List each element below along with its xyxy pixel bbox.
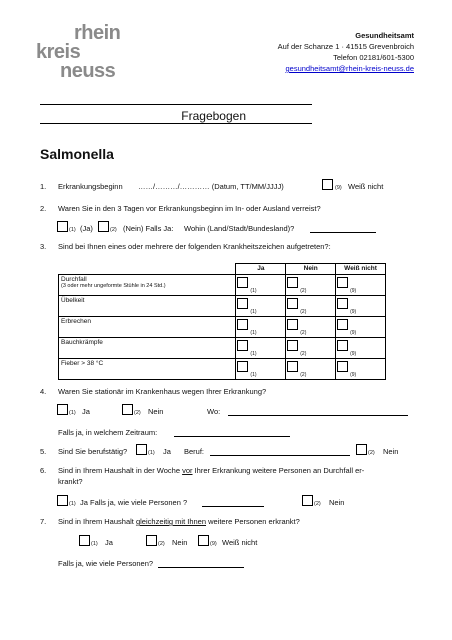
symptom-no-checkbox[interactable] — [287, 340, 298, 351]
header-no: Nein — [286, 264, 336, 275]
email-link[interactable]: gesundheitsamt@rhein-kreis-neuss.de — [285, 64, 414, 73]
symptom-yes-checkbox[interactable] — [237, 277, 248, 288]
q7-label-part: Sind in Ihrem Haushalt — [58, 517, 136, 526]
symptom-yes-checkbox[interactable] — [237, 298, 248, 309]
q6-number: 6. — [40, 466, 47, 475]
q5-code-2: (2) — [368, 450, 375, 456]
q7-label-emphasis: gleichzeitig mit Ihnen — [135, 517, 207, 526]
symptom-label: Durchfall — [61, 276, 87, 283]
address-block — [278, 30, 414, 74]
symptom-no-checkbox[interactable] — [287, 319, 298, 330]
code-2: (2) — [300, 351, 307, 357]
q7-unknown-label: Weiß nicht — [222, 538, 258, 547]
symptom-unknown-checkbox[interactable] — [337, 277, 348, 288]
q6-no-label: Nein — [329, 498, 345, 507]
q3-number: 3. — [40, 242, 47, 251]
q5-yes-label: Ja — [163, 447, 171, 456]
q7-code-9: (9) — [210, 541, 217, 547]
symptom-label: Übelkeit — [61, 297, 85, 304]
q5-label: Sind Sie berufstätig? — [58, 447, 128, 456]
org-name: Gesundheitsamt — [355, 31, 414, 40]
q7-code-1: (1) — [91, 541, 98, 547]
symptom-row-cramps — [59, 338, 386, 359]
symptom-no-checkbox[interactable] — [287, 361, 298, 372]
q2-code-2: (2) — [110, 227, 117, 233]
q6-count-input[interactable] — [202, 506, 264, 507]
q7-label-part: weitere Personen erkrankt? — [206, 517, 300, 526]
code-1: (1) — [250, 372, 257, 378]
q3-label: Sind bei Ihnen eines oder mehrere der folgenden Krankheitszeichen aufgetreten?: — [58, 242, 331, 251]
q6-no-checkbox[interactable] — [302, 495, 313, 506]
phone-number: Telefon 02181/601-5300 — [333, 53, 414, 62]
symptom-label: Bauchkrämpfe — [61, 339, 103, 346]
q5-job-label: Beruf: — [184, 447, 205, 456]
code-9: (9) — [350, 330, 357, 336]
q7-count-input[interactable] — [158, 567, 244, 568]
q6-label-cont: krankt? — [58, 477, 83, 486]
q6-yes-label: Ja Falls ja, wie viele Personen ? — [80, 498, 188, 507]
code-1: (1) — [250, 288, 257, 294]
logo-line-kreis: kreis — [36, 41, 81, 63]
logo-line-rhein: rhein — [74, 22, 121, 44]
subject-heading: Salmonella — [40, 146, 114, 162]
q4-where-input[interactable] — [228, 415, 408, 416]
code-1: (1) — [250, 351, 257, 357]
q4-no-checkbox[interactable] — [122, 404, 133, 415]
q6-label-part: Sind in Ihrem Haushalt in der Woche — [58, 466, 183, 475]
code-2: (2) — [300, 330, 307, 336]
q5-no-checkbox[interactable] — [356, 444, 367, 455]
street-address: Auf der Schanze 1 · 41515 Grevenbroich — [277, 42, 414, 51]
q2-yes-label: (Ja) — [80, 224, 93, 233]
q4-code-2: (2) — [134, 410, 141, 416]
q4-where-label: Wo: — [207, 407, 221, 416]
logo-line-neuss: neuss — [60, 60, 116, 82]
q7-count-label: Falls ja, wie viele Personen? — [58, 559, 154, 568]
q1-code-9: (9) — [335, 185, 342, 191]
q4-yes-label: Ja — [82, 407, 90, 416]
q5-number: 5. — [40, 447, 47, 456]
symptom-label: Fieber > 38 °C — [61, 360, 104, 367]
code-9: (9) — [350, 288, 357, 294]
rhein-kreis-neuss-logo — [36, 24, 146, 81]
q6-label — [58, 466, 364, 475]
q1-date-field[interactable]: ……/………/………… (Datum, TT/MM/JJJJ) — [138, 182, 284, 191]
code-2: (2) — [300, 309, 307, 315]
q7-no-label: Nein — [172, 538, 188, 547]
q5-job-input[interactable] — [210, 455, 350, 456]
q6-code-2: (2) — [314, 501, 321, 507]
symptom-row-vomiting — [59, 317, 386, 338]
q6-label-emphasis: vor — [182, 466, 193, 475]
symptom-no-checkbox[interactable] — [287, 298, 298, 309]
code-2: (2) — [300, 288, 307, 294]
code-2: (2) — [300, 372, 307, 378]
q1-number: 1. — [40, 182, 47, 191]
q2-no-checkbox[interactable] — [98, 221, 109, 232]
q7-number: 7. — [40, 517, 47, 526]
q7-label — [58, 517, 300, 526]
q5-yes-checkbox[interactable] — [136, 444, 147, 455]
code-9: (9) — [350, 351, 357, 357]
symptom-row-nausea — [59, 296, 386, 317]
q6-label-part: Ihrer Erkrankung weitere Personen an Durchfall er- — [192, 466, 365, 475]
header-unknown: Weiß nicht — [336, 264, 386, 275]
code-1: (1) — [250, 309, 257, 315]
symptom-unknown-checkbox[interactable] — [337, 361, 348, 372]
symptom-unknown-checkbox[interactable] — [337, 340, 348, 351]
q4-no-label: Nein — [148, 407, 164, 416]
q4-yes-checkbox[interactable] — [57, 404, 68, 415]
symptom-yes-checkbox[interactable] — [237, 361, 248, 372]
q1-unknown-checkbox[interactable] — [322, 179, 333, 190]
symptom-table-header — [59, 264, 386, 275]
symptom-label: Erbrechen — [61, 318, 91, 325]
q4-number: 4. — [40, 387, 47, 396]
q5-code-1: (1) — [148, 450, 155, 456]
q2-code-1: (1) — [69, 227, 76, 233]
q5-no-label: Nein — [383, 447, 399, 456]
form-title-box — [40, 104, 312, 124]
q7-code-2: (2) — [158, 541, 165, 547]
q1-label: Erkrankungsbeginn — [58, 182, 123, 191]
q7-yes-label: Ja — [105, 538, 113, 547]
symptom-unknown-checkbox[interactable] — [337, 319, 348, 330]
q6-code-1: (1) — [69, 501, 76, 507]
q6-yes-checkbox[interactable] — [57, 495, 68, 506]
symptom-sublabel: (3 oder mehr ungeformte Stühle in 24 Std.) — [61, 283, 166, 289]
q4-label: Waren Sie stationär im Krankenhaus wegen Ihrer Erkrankung? — [58, 387, 267, 396]
q7-unknown-checkbox[interactable] — [198, 535, 209, 546]
form-title: Fragebogen — [181, 109, 246, 123]
q7-no-checkbox[interactable] — [146, 535, 157, 546]
symptom-yes-checkbox[interactable] — [237, 340, 248, 351]
symptom-no-checkbox[interactable] — [287, 277, 298, 288]
symptom-row-diarrhea — [59, 275, 386, 296]
symptom-row-fever — [59, 359, 386, 380]
q4-code-1: (1) — [69, 410, 76, 416]
q2-no-label: (Nein) Falls Ja: — [123, 224, 174, 233]
header-yes: Ja — [236, 264, 286, 275]
q4-period-input[interactable] — [174, 436, 290, 437]
q2-yes-checkbox[interactable] — [57, 221, 68, 232]
symptom-table — [58, 263, 386, 380]
q1-unknown-label: Weiß nicht — [348, 182, 384, 191]
q2-label: Waren Sie in den 3 Tagen vor Erkrankungsbeginn im In- oder Ausland verreist? — [58, 204, 321, 213]
symptom-yes-checkbox[interactable] — [237, 319, 248, 330]
symptom-unknown-checkbox[interactable] — [337, 298, 348, 309]
q2-where-label: Wohin (Land/Stadt/Bundesland)? — [184, 224, 295, 233]
q4-period-label: Falls ja, in welchem Zeitraum: — [58, 428, 158, 437]
code-1: (1) — [250, 330, 257, 336]
q2-number: 2. — [40, 204, 47, 213]
q2-where-input[interactable] — [310, 232, 376, 233]
code-9: (9) — [350, 372, 357, 378]
q7-yes-checkbox[interactable] — [79, 535, 90, 546]
code-9: (9) — [350, 309, 357, 315]
